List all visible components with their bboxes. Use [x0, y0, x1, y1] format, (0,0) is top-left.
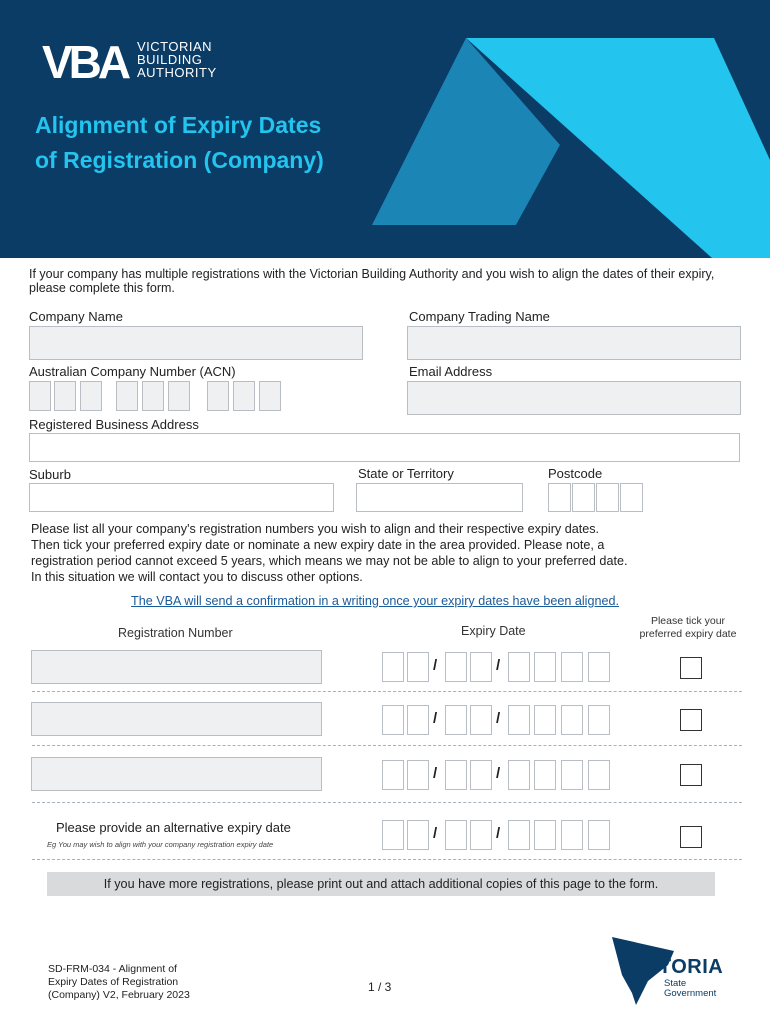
trading-name-label: Company Trading Name — [409, 309, 550, 324]
alt-preferred-checkbox[interactable] — [680, 826, 702, 848]
trading-name-field[interactable] — [407, 326, 741, 360]
date-separator: / — [496, 825, 501, 842]
victoria-word: VICTORIA — [624, 956, 724, 978]
date-digit[interactable] — [445, 820, 467, 850]
org-line-3: AUTHORITY — [137, 65, 217, 80]
registration-number-field-2[interactable] — [31, 702, 322, 736]
instructions-text — [31, 521, 741, 585]
registration-number-field-3[interactable] — [31, 757, 322, 791]
page-number: 1 / 3 — [368, 980, 392, 994]
date-digit[interactable] — [508, 652, 530, 682]
acn-digit[interactable] — [142, 381, 164, 411]
date-digit[interactable] — [470, 820, 492, 850]
date-digit[interactable] — [534, 652, 556, 682]
acn-digit[interactable] — [207, 381, 229, 411]
date-digit[interactable] — [561, 760, 583, 790]
page-title — [35, 108, 324, 178]
acn-digit[interactable] — [80, 381, 102, 411]
preferred-checkbox-2[interactable] — [680, 709, 702, 731]
date-digit[interactable] — [407, 820, 429, 850]
row-divider — [32, 859, 742, 860]
date-digit[interactable] — [407, 760, 429, 790]
date-digit[interactable] — [470, 705, 492, 735]
postcode-digit[interactable] — [548, 483, 571, 512]
date-digit[interactable] — [508, 760, 530, 790]
state-word: State — [664, 978, 687, 989]
org-line-1: VICTORIAN — [137, 39, 213, 54]
date-digit[interactable] — [470, 760, 492, 790]
instructions-line-1: Please list all your company's registration numbers you wish to align and their respective expiry dates. — [31, 522, 599, 536]
col-tick-preferred — [628, 615, 748, 641]
email-field[interactable] — [407, 381, 741, 415]
intro-text: If your company has multiple registrations with the Victorian Building Authority and you wish to align the dates of their expiry, please complete this form. — [29, 267, 715, 295]
form-reference-line-1: SD-FRM-034 - Alignment of — [48, 963, 177, 975]
form-reference — [48, 963, 190, 1002]
preferred-checkbox-1[interactable] — [680, 657, 702, 679]
date-separator: / — [433, 825, 438, 842]
col-registration-number: Registration Number — [118, 626, 233, 640]
date-digit[interactable] — [382, 705, 404, 735]
title-line-1: Alignment of Expiry Dates — [35, 112, 322, 138]
acn-digit[interactable] — [116, 381, 138, 411]
instructions-line-3: registration period cannot exceed 5 years, which means we may not be able to align to your preferred date. — [31, 554, 628, 568]
vba-logo-text — [137, 40, 217, 79]
date-digit[interactable] — [382, 760, 404, 790]
row-divider — [32, 691, 742, 692]
date-digit[interactable] — [445, 652, 467, 682]
date-digit[interactable] — [588, 760, 610, 790]
postcode-label: Postcode — [548, 466, 603, 481]
date-digit[interactable] — [588, 652, 610, 682]
col-tick-line-1: Please tick your — [650, 615, 726, 627]
date-separator: / — [433, 657, 438, 674]
date-separator: / — [496, 657, 501, 674]
postcode-digit[interactable] — [620, 483, 643, 512]
form-reference-line-3: (Company) V2, February 2023 — [48, 989, 190, 1001]
row-divider — [32, 745, 742, 746]
date-separator: / — [496, 765, 501, 782]
instructions-line-2: Then tick your preferred expiry date or nominate a new expiry date in the area provided. Please note, a — [31, 538, 605, 552]
date-digit[interactable] — [470, 652, 492, 682]
date-digit[interactable] — [588, 705, 610, 735]
acn-digit[interactable] — [259, 381, 281, 411]
address-label: Registered Business Address — [29, 417, 199, 432]
more-registrations-note: If you have more registrations, please print out and attach additional copies of this page to the form. — [47, 872, 715, 896]
date-digit[interactable] — [534, 760, 556, 790]
date-digit[interactable] — [534, 820, 556, 850]
date-digit[interactable] — [445, 760, 467, 790]
alt-date-hint: Eg You may wish to align with your company registration expiry date — [47, 840, 274, 849]
date-digit[interactable] — [445, 705, 467, 735]
email-label: Email Address — [409, 364, 493, 379]
acn-digit[interactable] — [54, 381, 76, 411]
date-separator: / — [433, 710, 438, 727]
date-digit[interactable] — [407, 705, 429, 735]
company-name-label: Company Name — [29, 309, 123, 324]
title-line-2: of Registration (Company) — [35, 147, 324, 173]
date-digit[interactable] — [382, 652, 404, 682]
date-digit[interactable] — [561, 705, 583, 735]
postcode-digit[interactable] — [572, 483, 595, 512]
postcode-digit[interactable] — [596, 483, 619, 512]
date-digit[interactable] — [407, 652, 429, 682]
instructions-line-4: In this situation we will contact you to discuss other options. — [31, 570, 363, 584]
acn-digit[interactable] — [233, 381, 255, 411]
preferred-checkbox-3[interactable] — [680, 764, 702, 786]
vba-letters: VBA — [42, 38, 128, 82]
company-name-field[interactable] — [29, 326, 363, 360]
date-digit[interactable] — [561, 820, 583, 850]
alt-date-label: Please provide an alternative expiry date — [56, 820, 291, 835]
date-separator: / — [433, 765, 438, 782]
suburb-field[interactable] — [29, 483, 334, 512]
date-separator: / — [496, 710, 501, 727]
row-divider — [32, 802, 742, 803]
acn-label: Australian Company Number (ACN) — [29, 364, 236, 379]
registration-number-field-1[interactable] — [31, 650, 322, 684]
date-digit[interactable] — [588, 820, 610, 850]
victoria-government-logo — [612, 937, 742, 1009]
address-field[interactable] — [29, 433, 740, 462]
state-label: State or Territory — [358, 466, 454, 481]
col-tick-line-2: preferred expiry date — [639, 628, 737, 640]
date-digit[interactable] — [561, 652, 583, 682]
suburb-label: Suburb — [29, 467, 71, 482]
form-reference-line-2: Expiry Dates of Registration — [48, 976, 179, 988]
acn-digit[interactable] — [29, 381, 51, 411]
state-government-text — [664, 979, 716, 999]
vba-logo-mark — [42, 38, 132, 87]
date-digit[interactable] — [382, 820, 404, 850]
date-digit[interactable] — [508, 820, 530, 850]
government-word: Government — [664, 988, 717, 999]
acn-digit[interactable] — [168, 381, 190, 411]
header-banner — [0, 0, 770, 258]
state-field[interactable] — [356, 483, 523, 512]
confirmation-link[interactable]: The VBA will send a confirmation in a writing once your expiry dates have been aligned. — [131, 594, 619, 608]
col-expiry-date: Expiry Date — [461, 624, 526, 638]
org-line-2: BUILDING — [137, 52, 203, 67]
date-digit[interactable] — [534, 705, 556, 735]
date-digit[interactable] — [508, 705, 530, 735]
